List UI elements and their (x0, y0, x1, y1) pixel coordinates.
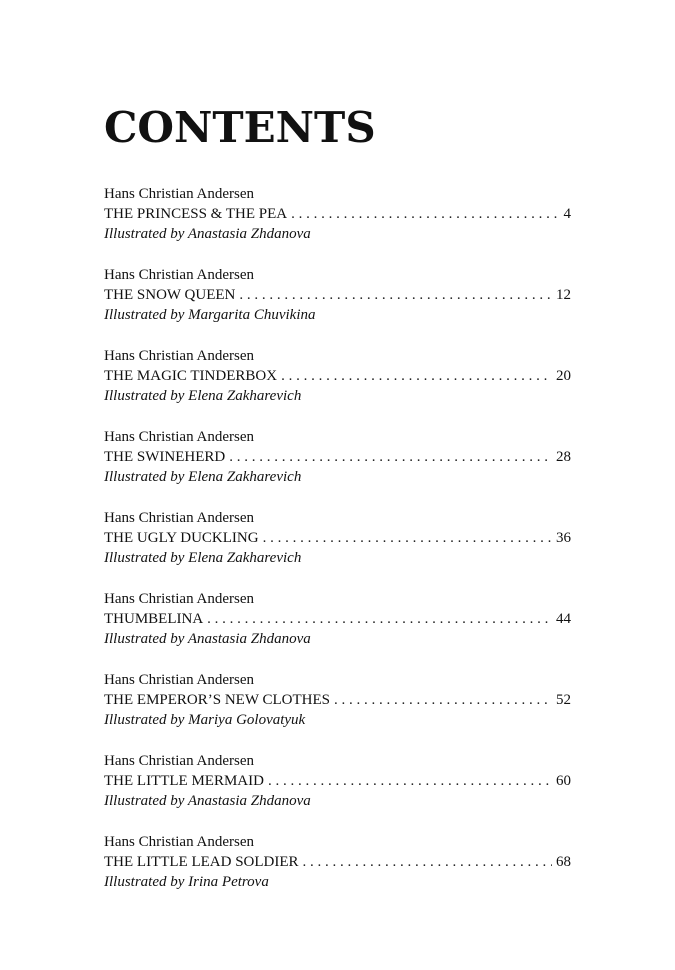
entry-author: Hans Christian Andersen (104, 753, 254, 769)
contents-entry[interactable] (104, 670, 571, 751)
entry-story-title: THE UGLY DUCKLING (104, 530, 259, 546)
entry-story-title: THE LITTLE MERMAID (104, 773, 264, 789)
entry-page-number: 20 (556, 368, 571, 384)
contents-entry[interactable] (104, 265, 571, 346)
entry-illustrator: Illustrated by Elena Zakharevich (104, 550, 302, 566)
contents-entry[interactable] (104, 589, 571, 670)
entry-title-row (104, 285, 571, 305)
entry-page-number: 12 (556, 287, 571, 303)
entry-page-number: 36 (556, 530, 571, 546)
entry-illustrator: Illustrated by Elena Zakharevich (104, 388, 302, 404)
entry-title-row (104, 528, 571, 548)
entry-illustrator: Illustrated by Elena Zakharevich (104, 469, 302, 485)
entry-page-number: 44 (556, 611, 571, 627)
dot-leader (291, 204, 559, 224)
entry-author: Hans Christian Andersen (104, 834, 254, 850)
entry-illustrator: Illustrated by Mariya Golovatyuk (104, 712, 306, 728)
entry-illustrator: Illustrated by Anastasia Zhdanova (104, 793, 311, 809)
contents-entry[interactable] (104, 832, 571, 913)
entry-title-row (104, 204, 571, 224)
entry-page-number: 60 (556, 773, 571, 789)
entry-title-row (104, 852, 571, 872)
entry-story-title: THE EMPEROR’S NEW CLOTHES (104, 692, 330, 708)
entry-page-number: 28 (556, 449, 571, 465)
entry-illustrator: Illustrated by Margarita Chuvikina (104, 307, 316, 323)
dot-leader (239, 285, 552, 305)
contents-list (104, 184, 571, 913)
entry-story-title: THE SNOW QUEEN (104, 287, 236, 303)
entry-page-number: 68 (556, 854, 571, 870)
entry-author: Hans Christian Andersen (104, 591, 254, 607)
entry-page-number: 4 (563, 206, 571, 222)
dot-leader (263, 528, 552, 548)
page-title: CONTENTS (104, 103, 376, 152)
dot-leader (229, 447, 552, 467)
entry-illustrator: Illustrated by Anastasia Zhdanova (104, 631, 311, 647)
entry-illustrator: Illustrated by Irina Petrova (104, 874, 269, 890)
entry-story-title: THE SWINEHERD (104, 449, 226, 465)
entry-story-title: THE PRINCESS & THE PEA (104, 206, 288, 222)
entry-title-row (104, 609, 571, 629)
dot-leader (268, 771, 552, 791)
contents-entry[interactable] (104, 427, 571, 508)
entry-title-row (104, 447, 571, 467)
contents-entry[interactable] (104, 346, 571, 427)
entry-title-row (104, 690, 571, 710)
entry-illustrator: Illustrated by Anastasia Zhdanova (104, 226, 311, 242)
entry-story-title: THUMBELINA (104, 611, 204, 627)
contents-entry[interactable] (104, 508, 571, 589)
entry-page-number: 52 (556, 692, 571, 708)
entry-story-title: THE MAGIC TINDERBOX (104, 368, 278, 384)
entry-title-row (104, 366, 571, 386)
dot-leader (303, 852, 552, 872)
entry-author: Hans Christian Andersen (104, 186, 254, 202)
dot-leader (281, 366, 552, 386)
entry-story-title: THE LITTLE LEAD SOLDIER (104, 854, 299, 870)
entry-author: Hans Christian Andersen (104, 510, 254, 526)
entry-author: Hans Christian Andersen (104, 267, 254, 283)
entry-author: Hans Christian Andersen (104, 429, 254, 445)
entry-author: Hans Christian Andersen (104, 672, 254, 688)
entry-author: Hans Christian Andersen (104, 348, 254, 364)
contents-entry[interactable] (104, 751, 571, 832)
dot-leader (334, 690, 552, 710)
dot-leader (207, 609, 552, 629)
contents-entry[interactable] (104, 184, 571, 265)
entry-title-row (104, 771, 571, 791)
